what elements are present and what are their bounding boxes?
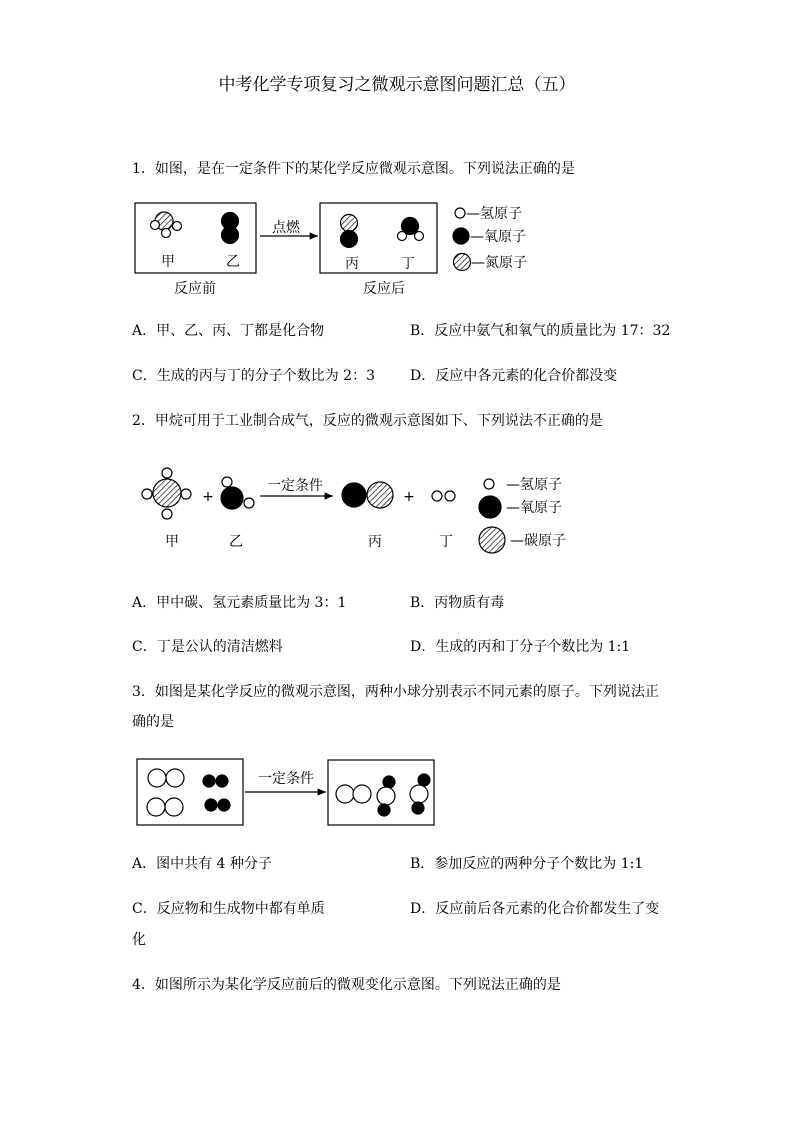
- q2-label-yi: 乙: [229, 534, 243, 550]
- q3-black-atom: [218, 799, 230, 811]
- q3-option-d-line1: D．反应前后各元素的化合价都发生了变: [410, 901, 660, 917]
- q3-white-atom: [148, 769, 166, 787]
- q1-stem: 1．如图，是在一定条件下的某化学反应微观示意图。下列说法正确的是: [132, 161, 575, 177]
- q2-option-b: B．丙物质有毒: [410, 595, 505, 611]
- q1-condition: 点燃: [272, 220, 300, 236]
- q1-label-jia: 甲: [161, 254, 175, 270]
- q2-stem: 2．甲烷可用于工业制合成气，反应的微观示意图如下、下列说法不正确的是: [132, 413, 603, 429]
- q3-black-atom: [412, 802, 424, 814]
- q3-white-atom: [166, 769, 184, 787]
- q1-caption-after: 反应后: [363, 281, 405, 297]
- q2-legend-oxygen: —氧原子: [506, 500, 562, 516]
- q3-white-atom: [336, 785, 354, 803]
- q3-option-d-line2: 化: [132, 932, 146, 948]
- q1-option-c: C．生成的丙与丁的分子个数比为 2：3: [132, 368, 375, 384]
- q2-condition: 一定条件: [267, 478, 323, 494]
- q3-option-c: C．反应物和生成物中都有单质: [132, 901, 325, 917]
- q3-stem-line2: 确的是: [132, 714, 174, 730]
- q2-option-a: A．甲中碳、氢元素质量比为 3：1: [132, 595, 347, 611]
- q2-legend-hydrogen: —氢原子: [506, 477, 562, 493]
- q2-legend-carbon: —碳原子: [510, 533, 566, 549]
- q3-white-atom: [147, 798, 165, 816]
- q2-option-d: D．生成的丙和丁分子个数比为 1:1: [410, 639, 631, 655]
- q3-white-atom: [165, 798, 183, 816]
- q3-option-a: A．图中共有 4 种分子: [132, 856, 272, 872]
- q1-option-d: D．反应中各元素的化合价都没变: [410, 368, 618, 384]
- q3-black-atom: [418, 774, 430, 786]
- q1-label-yi: 乙: [226, 254, 240, 270]
- q1-caption-before: 反应前: [174, 281, 216, 297]
- q3-white-atom: [377, 787, 395, 805]
- q3-black-atom: [216, 775, 228, 787]
- q4-stem: 4．如图所示为某化学反应前后的微观变化示意图。下列说法正确的是: [132, 977, 561, 993]
- q3-stem-line1: 3．如图是某化学反应的微观示意图，两种小球分别表示不同元素的原子。下列说法正: [132, 684, 659, 700]
- q1-option-a: A．甲、乙、丙、丁都是化合物: [132, 323, 325, 339]
- q3-black-atom: [383, 776, 395, 788]
- q1-legend-oxygen: —氧原子: [470, 229, 526, 245]
- q2-option-c: C．丁是公认的清洁燃料: [132, 639, 283, 655]
- q1-option-b: B．反应中氨气和氧气的质量比为 17：32: [410, 323, 671, 339]
- q2-label-bing: 丙: [368, 534, 382, 550]
- q3-black-atom: [205, 799, 217, 811]
- page-title: 中考化学专项复习之微观示意图问题汇总（五）: [218, 75, 576, 95]
- q3-black-atom: [203, 775, 215, 787]
- q3-white-atom: [410, 785, 428, 803]
- q3-option-b: B．参加反应的两种分子个数比为 1:1: [410, 856, 644, 872]
- q2-plus-1: +: [202, 489, 214, 505]
- q1-legend-nitrogen: —氮原子: [471, 255, 527, 271]
- q1-label-ding: 丁: [401, 256, 415, 272]
- q3-condition: 一定条件: [258, 771, 314, 787]
- q2-label-jia: 甲: [165, 534, 179, 550]
- q3-white-atom: [353, 785, 371, 803]
- q2-plus-2: +: [403, 489, 415, 505]
- q3-black-atom: [378, 804, 390, 816]
- q1-label-bing: 丙: [345, 256, 359, 272]
- q2-label-ding: 丁: [439, 534, 453, 550]
- q1-legend-hydrogen: —氢原子: [466, 206, 522, 222]
